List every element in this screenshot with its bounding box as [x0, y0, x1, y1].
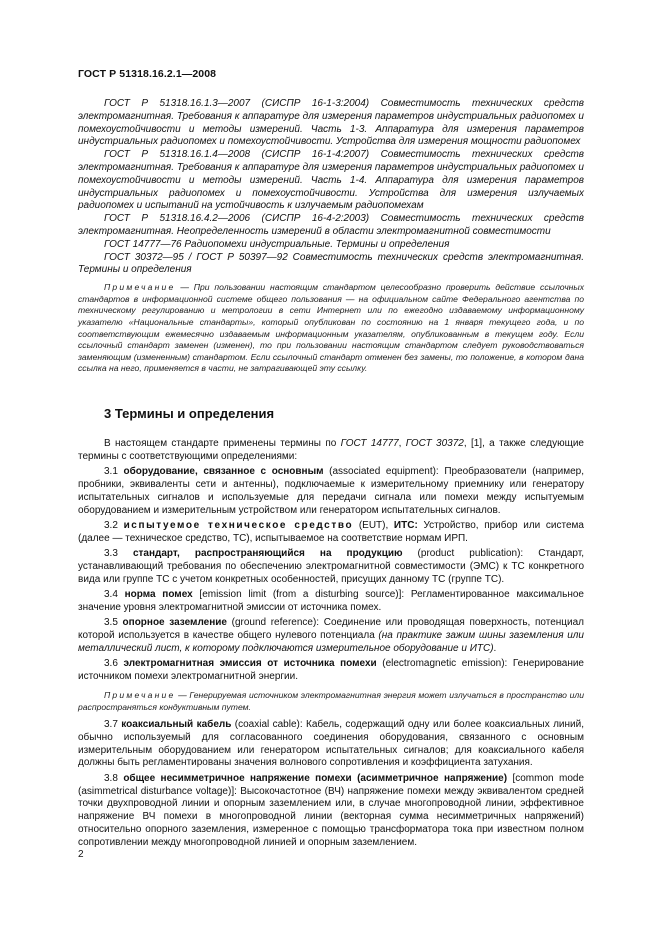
term-3-4 [78, 589, 584, 615]
term-definition: (coaxial cable): Кабель, содержащий одну или более коаксиальных линий, обычно используемый для согласованного соединения оборудования, связанного с основным измерительным оборудованием или генератором испытательных сигналов; для коаксиального кабеля должны быть регламентированы значения волнового сопротивления и коэффициента затухания. [78, 719, 584, 769]
term-abbreviation-en: (EUT), [353, 519, 394, 531]
note-label: Примечание [104, 282, 176, 293]
term-name: коаксиальный кабель [121, 719, 232, 731]
term-definition: (ground reference): Соединение или проводящая поверхность, потенциал которой используется в качестве общего нулевого потенциала [78, 617, 584, 642]
term-definition-italic: (на практике зажим шины заземления или металлический лист, к которому подключаются измерительное оборудование и ИТС) [78, 630, 584, 654]
term-number: 3.7 [104, 719, 122, 731]
intro-text: В настоящем стандарте применены термины по [104, 438, 341, 449]
term-3-8 [78, 773, 584, 850]
reference-item: ГОСТ Р 51318.16.1.3—2007 (СИСПР 16-1-3:2004) Совместимость технических средств электромагнитная. Требования к аппаратуре для измерения параметров индустриальных радиопомех и помехоустойчивости и методы измерений. Часть 1-3. Аппаратура для измерения параметров индустриальных радиопомех и помехоустойчивости. Устройства для измерения мощности радиопомех [78, 98, 584, 148]
term-name: испытуемое техническое средство [123, 519, 354, 531]
term-name: общее несимметричное напряжение помехи (асимметричное напряжение) [123, 772, 508, 784]
intro-ref-gost-14777: ГОСТ 14777 [340, 438, 399, 449]
term-number: 3.6 [104, 658, 124, 670]
term-definition: (electromagnetic emission): Генерирование источником помехи электромагнитной энергии. [78, 658, 584, 683]
term-name: электромагнитная эмиссия от источника помехи [123, 658, 377, 670]
term-number: 3.8 [104, 772, 124, 784]
term-number: 3.1 [104, 466, 124, 478]
term-3-7 [78, 719, 584, 770]
term-definition-end: . [493, 642, 497, 654]
term-3-1 [78, 466, 584, 517]
intro-separator: , [398, 438, 406, 449]
references-note [78, 282, 584, 375]
term-number: 3.4 [104, 589, 125, 601]
term-3-6-note [78, 690, 584, 713]
term-definition: (associated equipment): Преобразователи (например, пробники, эквиваленты сети и антенны), подключаемые к измерительному приемнику или генератору испытательных сигналов и используемые для передачи сигнала или помехи между испытуемым оборудованием и измерительным устройством или генератором испытательных сигналов. [78, 466, 584, 516]
reference-item: ГОСТ 30372—95 / ГОСТ Р 50397—92 Совместимость технических средств электромагнитная. Термины и определения [78, 251, 584, 276]
term-definition: (product publication): Стандарт, устанавливающий требования по обеспечению электромагнитной совместимости (ЭМС) к ТС конкретного вида или группе ТС с учетом конкретных особенностей, присущих данному ТС (группе ТС). [78, 548, 584, 585]
intro-ref-gost-30372: ГОСТ 30372 [405, 438, 464, 449]
intro-text-end: , [1], а также следующие термины с соответствующими определениями: [78, 438, 584, 462]
reference-item: ГОСТ Р 51318.16.4.2—2006 (СИСПР 16-4-2:2003) Совместимость технических средств электромагнитная. Неопределенность измерений в области электромагнитной совместимости [78, 213, 584, 237]
term-abbreviation-ru: ИТС: [393, 519, 418, 531]
note-label: Примечание [104, 689, 176, 700]
intro-paragraph [78, 438, 584, 464]
terms-section-body [78, 438, 584, 852]
term-definition: [emission limit (from a disturbing source)]: Регламентированное максимальное значение уровня электромагнитной эмиссии от источника помех. [78, 589, 584, 613]
section-title: 3 Термины и определения [104, 406, 275, 421]
term-3-6 [78, 658, 584, 684]
term-number: 3.2 [104, 519, 124, 531]
term-name: оборудование, связанное с основным [123, 466, 324, 478]
term-name: стандарт, распространяющийся на продукцию [132, 548, 403, 560]
page-number: 2 [78, 849, 84, 860]
term-name: опорное заземление [122, 617, 227, 629]
document-header: ГОСТ Р 51318.16.2.1—2008 [78, 68, 217, 80]
reference-item: ГОСТ 14777—76 Радиопомехи индустриальные. Термины и определения [104, 238, 450, 250]
note-text: — Генерируемая источником электромагнитная энергия может излучаться в пространство или распространяться кондуктивным путем. [78, 689, 584, 712]
term-3-3 [78, 548, 584, 586]
term-name: норма помех [124, 589, 193, 601]
term-number: 3.3 [104, 548, 133, 560]
term-definition: Устройство, прибор или система (далее — техническое средство, ТС), испытываемое на соответствие нормам ИРП. [78, 519, 584, 544]
normative-references [78, 98, 584, 375]
term-3-5 [78, 617, 584, 655]
reference-item: ГОСТ Р 51318.16.1.4—2008 (СИСПР 16-1-4:2007) Совместимость технических средств электромагнитная. Требования к аппаратуре для измерения параметров индустриальных радиопомех и помехоустойчивости и методы измерений. Часть 1-4. Аппаратура для измерения параметров индустриальных радиопомех и помехоустойчивости. Устройства для измерения излучаемых радиопомех и испытаний на устойчивость к излучаемым радиопомехам [78, 149, 584, 212]
term-definition: [common mode (asimmetrical disturbance voltage)]: Высокочастотное (ВЧ) напряжение помехи между эквивалентом средней точки двухпроводной линии и опорным заземлением или, в случае многопроводной линии, эффективное напряжение ВЧ помехи в многопроводной линии (векторная сумма несимметричных напряжений) относительно опорного заземления, измеренное с помощью трансформатора тока при известном полном сопротивлении между многопроводной линией и опорным заземлением. [78, 772, 584, 848]
note-text: — При пользовании настоящим стандартом целесообразно проверить действие ссылочных стандартов в информационной системе общего пользования — на официальном сайте Федерального агентства по техническому регулированию и метрологии в сети Интернет или по ежегодно издаваемому информационному указателю «Национальные стандарты», который опубликован по состоянию на 1 января текущего года, и по соответствующим ежемесячно издаваемым информационным указателям, опубликованным в текущем году. Если ссылочный стандарт заменен (изменен), то при пользовании настоящим стандартом следует руководствоваться заменяющим (измененным) стандартом. Если ссылочный стандарт отменен без замены, то положение, в котором дана ссылка на него, применяется в части, не затрагивающей эту ссылку. [78, 282, 584, 374]
term-number: 3.5 [104, 617, 123, 629]
term-3-2 [78, 520, 584, 546]
